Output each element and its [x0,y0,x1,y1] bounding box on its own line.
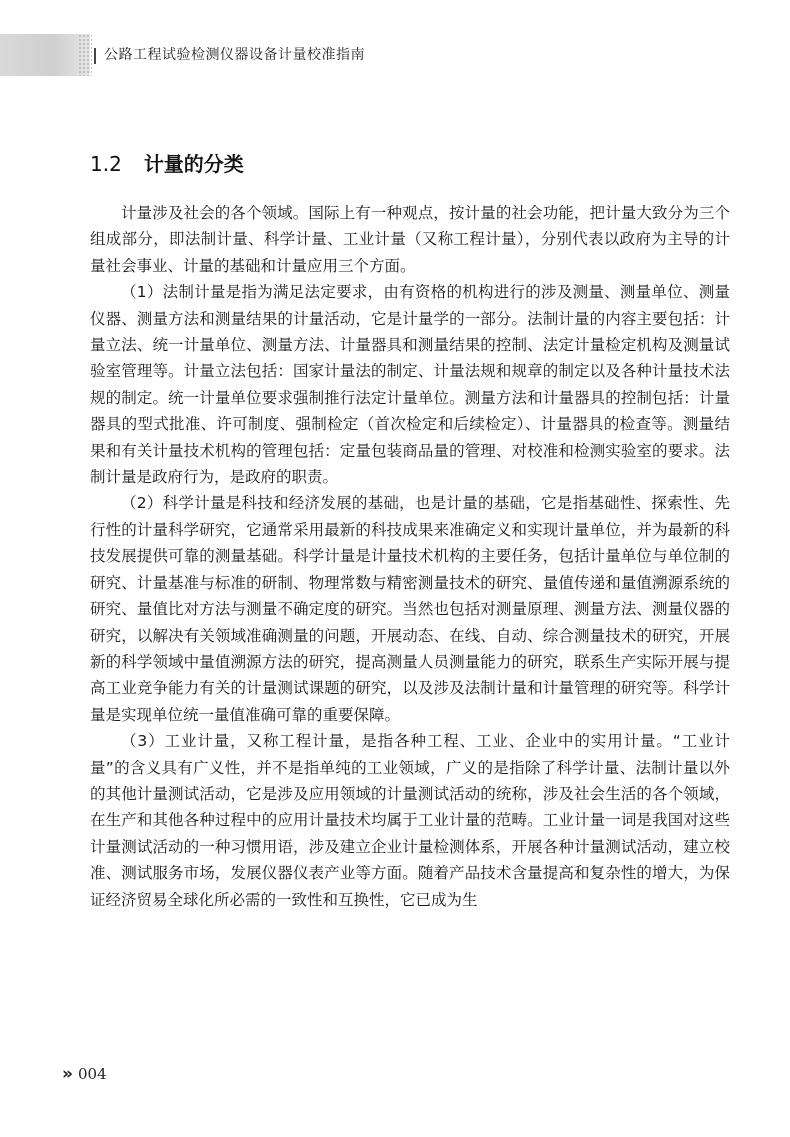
page-marker-icon: » [62,1064,70,1084]
page-number: 004 [77,1065,107,1083]
section-heading [90,148,244,177]
paragraph-legal-metrology: （1）法制计量是指为满足法定要求，由有资格的机构进行的涉及测量、测量单位、测量仪器、测量方法和测量结果的计量活动，它是计量学的一部分。法制计量的内容主要包括：计量立法、统一计量单位、测量方法、计量器具和测量结果的控制、法定计量检定机构及测量试验室管理等。计量立法包括：国家计量法的制定、计量法规和规章的制定以及各种计量技术法规的制定。统一计量单位要求强制推行法定计量单位。测量方法和计量器具的控制包括：计量器具的型式批准、许可制度、强制检定（首次检定和后续检定）、计量器具的检查等。测量结果和有关计量技术机构的管理包括：定量包装商品量的管理、对校准和检测实验室的要求。法制计量是政府行为，是政府的职责。 [90,283,730,487]
header-divider [94,48,96,64]
running-title: 公路工程试验检测仪器设备计量校准指南 [104,47,365,63]
section-number: 1.2 [90,152,122,176]
body-text [90,200,730,913]
paragraph-scientific-metrology: （2）科学计量是科技和经济发展的基础，也是计量的基础，它是指基础性、探索性、先行性的计量科学研究，它通常采用最新的科技成果来准确定义和实现计量单位，并为最新的科技发展提供可靠的测量基础。科学计量是计量技术机构的主要任务，包括计量单位与单位制的研究、计量基准与标准的研制、物理常数与精密测量技术的研究、量值传递和量值溯源系统的研究、量值比对方法与测量不确定度的研究。当然也包括对测量原理、测量方法、测量仪器的研究，以解决有关领域准确测量的问题，开展动态、在线、自动、综合测量技术的研究，开展新的科学领域中量值溯源方法的研究，提高测量人员测量能力的研究，联系生产实际开展与提高工业竞争能力有关的计量测试课题的研究，以及涉及法制计量和计量管理的研究等。科学计量是实现单位统一量值准确可靠的重要保障。 [90,494,730,724]
header-band [0,34,90,76]
header-dot-pattern [78,34,92,76]
page-footer [62,1064,107,1084]
paragraph-intro: 计量涉及社会的各个领域。国际上有一种观点，按计量的社会功能，把计量大致分为三个组成部分，即法制计量、科学计量、工业计量（又称工程计量），分别代表以政府为主导的计量社会事业、计量的基础和计量应用三个方面。 [90,204,730,275]
paragraph-industrial-metrology: （3）工业计量，又称工程计量，是指各种工程、工业、企业中的实用计量。“工业计量”的含义具有广义性，并不是指单纯的工业领域，广义的是指除了科学计量、法制计量以外的其他计量测试活动，它是涉及应用领域的计量测试活动的统称，涉及社会生活的各个领域，在生产和其他各种过程中的应用计量技术均属于工业计量的范畴。工业计量一词是我国对这些计量测试活动的一种习惯用语，涉及建立企业计量检测体系，开展各种计量测试活动，建立校准、测试服务市场，发展仪器仪表产业等方面。随着产品技术含量提高和复杂性的增大，为保证经济贸易全球化所必需的一致性和互换性，它已成为生 [90,732,730,909]
section-title: 计量的分类 [143,152,244,176]
